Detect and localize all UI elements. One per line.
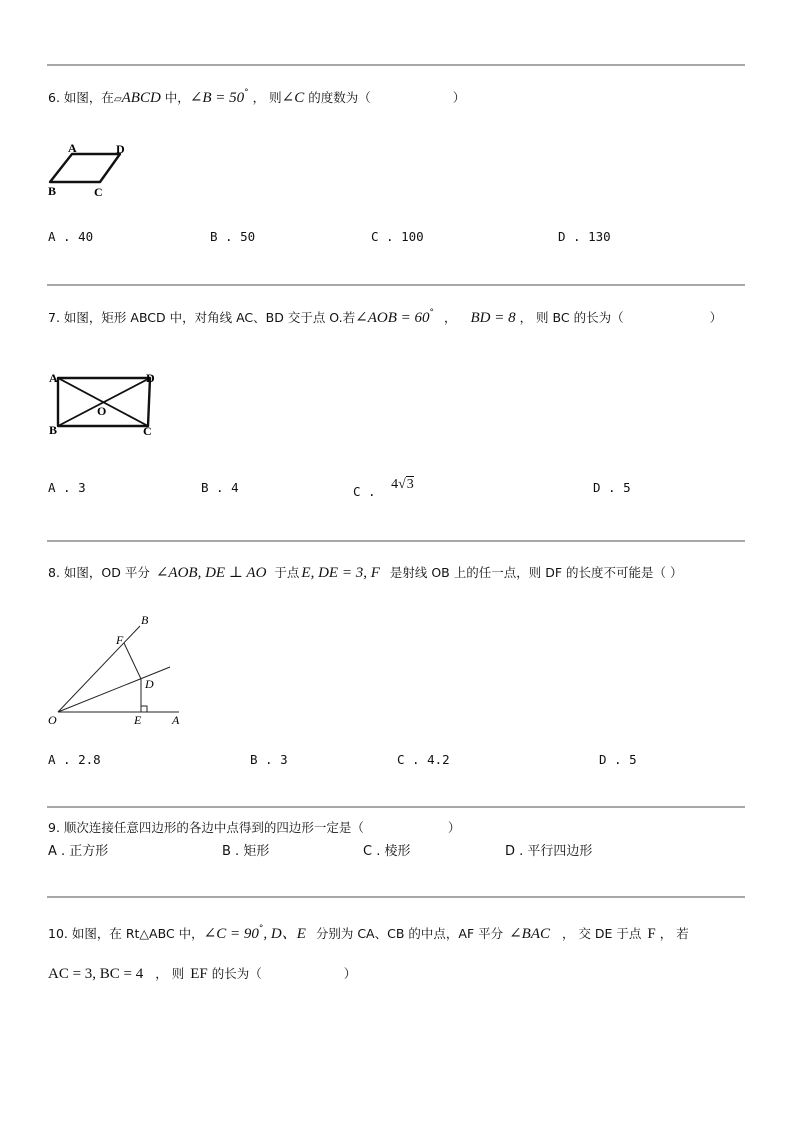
right-angle-mark xyxy=(141,706,147,712)
q9-option-d[interactable]: D . 平行四边形 xyxy=(505,844,593,859)
label-f: F xyxy=(116,633,124,647)
q7-option-a[interactable]: A . 3 xyxy=(48,480,86,495)
question-9-stem: 9. 顺次连接任意四边形的各边中点得到的四边形一定是（ ） xyxy=(48,820,461,835)
question-6-stem: 6. 如图，在▱ABCD 中，∠B = 50° ， 则∠C 的度数为（ ） xyxy=(48,88,466,106)
label-b: B xyxy=(48,184,57,198)
q7-number: 7. xyxy=(48,310,60,325)
q8-option-c[interactable]: C . 4.2 xyxy=(397,752,450,767)
q8-number: 8. xyxy=(48,565,60,580)
q8-option-b[interactable]: B . 3 xyxy=(250,752,288,767)
question-10-stem-line1: 10. 如图，在 Rt△ABC 中，∠C = 90°, D、E 分别为 CA、CB 的中点，AF 平分 ∠BAC ， 交 DE 于点 F ， 若 xyxy=(48,924,689,942)
separator-q9 xyxy=(47,806,745,808)
bd-formula: BD = 8 xyxy=(470,310,516,326)
label-o: O xyxy=(48,713,57,727)
sqrt-symbol: √ xyxy=(398,477,406,492)
ray-ob xyxy=(58,626,140,712)
angle-bisector-formula: ∠AOB, DE ⊥ AO xyxy=(155,565,267,581)
q8-option-a[interactable]: A . 2.8 xyxy=(48,752,101,767)
q6-option-c[interactable]: C . 100 xyxy=(371,229,424,244)
question-10-stem-line2: AC = 3, BC = 4 ， 则 EF 的长为（ ） xyxy=(48,966,357,982)
label-b: B xyxy=(141,613,149,627)
q9-option-b[interactable]: B . 矩形 xyxy=(222,844,270,859)
q6-number: 6. xyxy=(48,90,60,105)
q8-option-d[interactable]: D . 5 xyxy=(599,752,637,767)
q7-option-c[interactable]: C . 4√3 xyxy=(353,477,414,499)
q6-parallelogram-figure xyxy=(44,140,144,200)
q8-angle-figure xyxy=(44,612,194,730)
separator-q7 xyxy=(47,284,745,286)
label-a: A xyxy=(49,371,58,385)
label-a: A xyxy=(172,713,180,727)
separator-q8 xyxy=(47,540,745,542)
label-c: C xyxy=(143,424,152,438)
label-o: O xyxy=(97,404,107,418)
label-d: D xyxy=(116,142,125,156)
angle-aob-formula: ∠AOB = 60 xyxy=(355,310,430,326)
label-d: D xyxy=(145,677,154,691)
q9-option-c[interactable]: C . 棱形 xyxy=(363,844,411,859)
angle-bac-formula: ∠BAC xyxy=(509,926,550,942)
q6-option-d[interactable]: D . 130 xyxy=(558,229,611,244)
q10-number: 10. xyxy=(48,926,68,941)
q7-option-d[interactable]: D . 5 xyxy=(593,480,631,495)
q6-option-b[interactable]: B . 50 xyxy=(210,229,256,244)
angle-b-formula: ∠B = 50 xyxy=(189,90,245,106)
q6-option-a[interactable]: A . 40 xyxy=(48,229,94,244)
label-a: A xyxy=(68,141,77,155)
angle-c-formula: ∠C = 90 xyxy=(203,926,259,942)
q7-option-b[interactable]: B . 4 xyxy=(201,480,239,495)
q7-rectangle-figure xyxy=(46,366,166,442)
label-c: C xyxy=(94,185,103,199)
question-7-stem: 7. 如图，矩形 ABCD 中，对角线 AC、BD 交于点 O.若∠AOB = 60° ， BD = 8 ， 则 BC 的长为（ ） xyxy=(48,308,723,326)
label-d: D xyxy=(146,371,155,385)
side-lengths-formula: AC = 3, BC = 4 xyxy=(48,966,144,982)
separator-q10 xyxy=(47,896,745,898)
q9-option-a[interactable]: A . 正方形 xyxy=(48,844,109,859)
separator-top xyxy=(47,64,745,66)
label-e: E xyxy=(134,713,142,727)
de-formula: E, DE = 3, F xyxy=(301,565,380,581)
label-b: B xyxy=(49,423,58,437)
parallelogram-symbol: ▱ xyxy=(113,94,122,105)
sqrt-expression: 4√3 xyxy=(391,477,414,492)
segment-fd xyxy=(124,643,141,679)
question-8-stem: 8. 如图，OD 平分 ∠AOB, DE ⊥ AO 于点 E, DE = 3, F 是射线 OB 上的任一点，则 DF 的长度不可能是（ ） xyxy=(48,565,683,581)
parallelogram-shape xyxy=(50,154,120,182)
